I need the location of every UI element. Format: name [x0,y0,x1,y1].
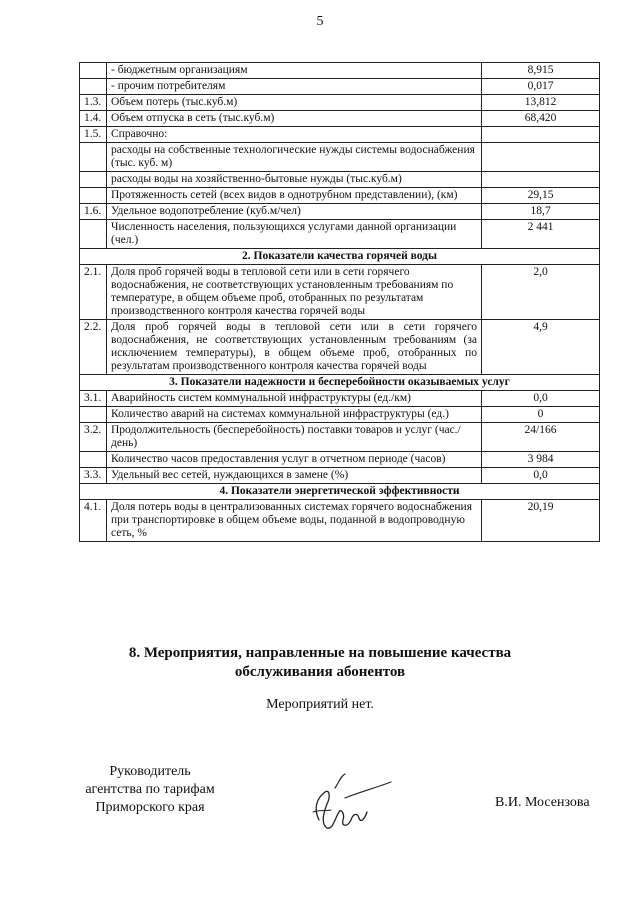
row-value: 0,017 [482,79,600,95]
row-label: Численность населения, пользующихся услугами данной организации (чел.) [107,220,482,249]
row-label: Количество аварий на системах коммунальной инфраструктуры (ед.) [107,407,482,423]
row-number: 2.2. [80,320,107,375]
row-number [80,220,107,249]
table-row [80,127,600,143]
section-title: 2. Показатели качества горячей воды [80,249,600,265]
table-row [80,320,600,375]
row-label: Объем отпуска в сеть (тыс.куб.м) [107,111,482,127]
row-number [80,452,107,468]
row-number: 3.3. [80,468,107,484]
indicators-table [79,62,600,542]
section-title: 3. Показатели надежности и бесперебойности оказываемых услуг [80,375,600,391]
row-label: Доля потерь воды в централизованных системах горячего водоснабжения при транспортировке в общем объеме воды, поданной в водопроводную сеть, % [107,500,482,542]
handwritten-signature [305,768,395,838]
row-label: расходы на собственные технологические нужды системы водоснабжения (тыс. куб. м) [107,143,482,172]
row-number [80,63,107,79]
row-value [482,172,600,188]
row-number [80,188,107,204]
table-row [80,423,600,452]
row-value: 68,420 [482,111,600,127]
row-label: Доля проб горячей воды в тепловой сети или в сети горячего водоснабжения, не соответствующих установленным требованиям (за исключением температуры), в общем объеме проб, отобранных по результатам производственного контроля качества горячей воды [107,320,482,375]
row-label: Количество часов предоставления услуг в отчетном периоде (часов) [107,452,482,468]
row-value: 0,0 [482,391,600,407]
row-value: 2 441 [482,220,600,249]
row-number: 3.2. [80,423,107,452]
table-row [80,407,600,423]
table-row [80,204,600,220]
section-8-heading-line-1: 8. Мероприятия, направленные на повышение качества [128,645,512,661]
table-row [80,452,600,468]
signatory-title [80,763,220,817]
page-number: 5 [316,14,324,29]
row-value: 2,0 [482,265,600,320]
table-row [80,111,600,127]
section-8-heading-line-2: обслуживания абонентов [234,664,406,680]
row-number [80,79,107,95]
row-value [482,127,600,143]
row-value: 18,7 [482,204,600,220]
row-value: 8,915 [482,63,600,79]
section-title: 4. Показатели энергетической эффективности [80,484,600,500]
row-value: 0,0 [482,468,600,484]
row-number: 1.5. [80,127,107,143]
table-row [80,500,600,542]
row-value [482,143,600,172]
row-label: Аварийность систем коммунальной инфраструктуры (ед./км) [107,391,482,407]
signatory-title-line-2: агентства по тарифам [85,782,215,797]
row-number: 1.4. [80,111,107,127]
row-value: 3 984 [482,452,600,468]
section-8-heading [0,644,640,682]
row-label: - прочим потребителям [107,79,482,95]
table-row [80,265,600,320]
table-section-row [80,484,600,500]
row-label: расходы воды на хозяйственно-бытовые нужды (тыс.куб.м) [107,172,482,188]
row-value: 0 [482,407,600,423]
row-value: 4,9 [482,320,600,375]
table-row [80,63,600,79]
row-label: Продолжительность (бесперебойность) поставки товаров и услуг (час./день) [107,423,482,452]
table-row [80,143,600,172]
row-number: 2.1. [80,265,107,320]
signatory-name: В.И. Мосензова [495,795,590,810]
signatory-title-line-1: Руководитель [109,764,191,779]
indicators-table-body [80,63,600,542]
row-label: Справочно: [107,127,482,143]
row-label: Протяженность сетей (всех видов в однотрубном представлении), (км) [107,188,482,204]
no-measures-note: Мероприятий нет. [266,697,374,712]
table-row [80,172,600,188]
row-label: Доля проб горячей воды в тепловой сети или в сети горячего водоснабжения, не соответствующих установленным требованиям по температуре, в общем объеме проб, отобранных по результатам производственного контроля качества горячей воды [107,265,482,320]
row-number [80,407,107,423]
row-value: 24/166 [482,423,600,452]
row-number: 1.6. [80,204,107,220]
row-number [80,143,107,172]
row-number: 1.3. [80,95,107,111]
table-section-row [80,375,600,391]
row-number [80,172,107,188]
table-row [80,391,600,407]
table-row [80,188,600,204]
row-label: Удельное водопотребление (куб.м/чел) [107,204,482,220]
row-number: 4.1. [80,500,107,542]
table-row [80,220,600,249]
signatory-title-line-3: Приморского края [95,800,205,815]
row-number: 3.1. [80,391,107,407]
row-value: 13,812 [482,95,600,111]
table-section-row [80,249,600,265]
row-value: 20,19 [482,500,600,542]
row-label: - бюджетным организациям [107,63,482,79]
row-value: 29,15 [482,188,600,204]
row-label: Объем потерь (тыс.куб.м) [107,95,482,111]
table-row [80,95,600,111]
row-label: Удельный вес сетей, нуждающихся в замене (%) [107,468,482,484]
table-row [80,468,600,484]
table-row [80,79,600,95]
